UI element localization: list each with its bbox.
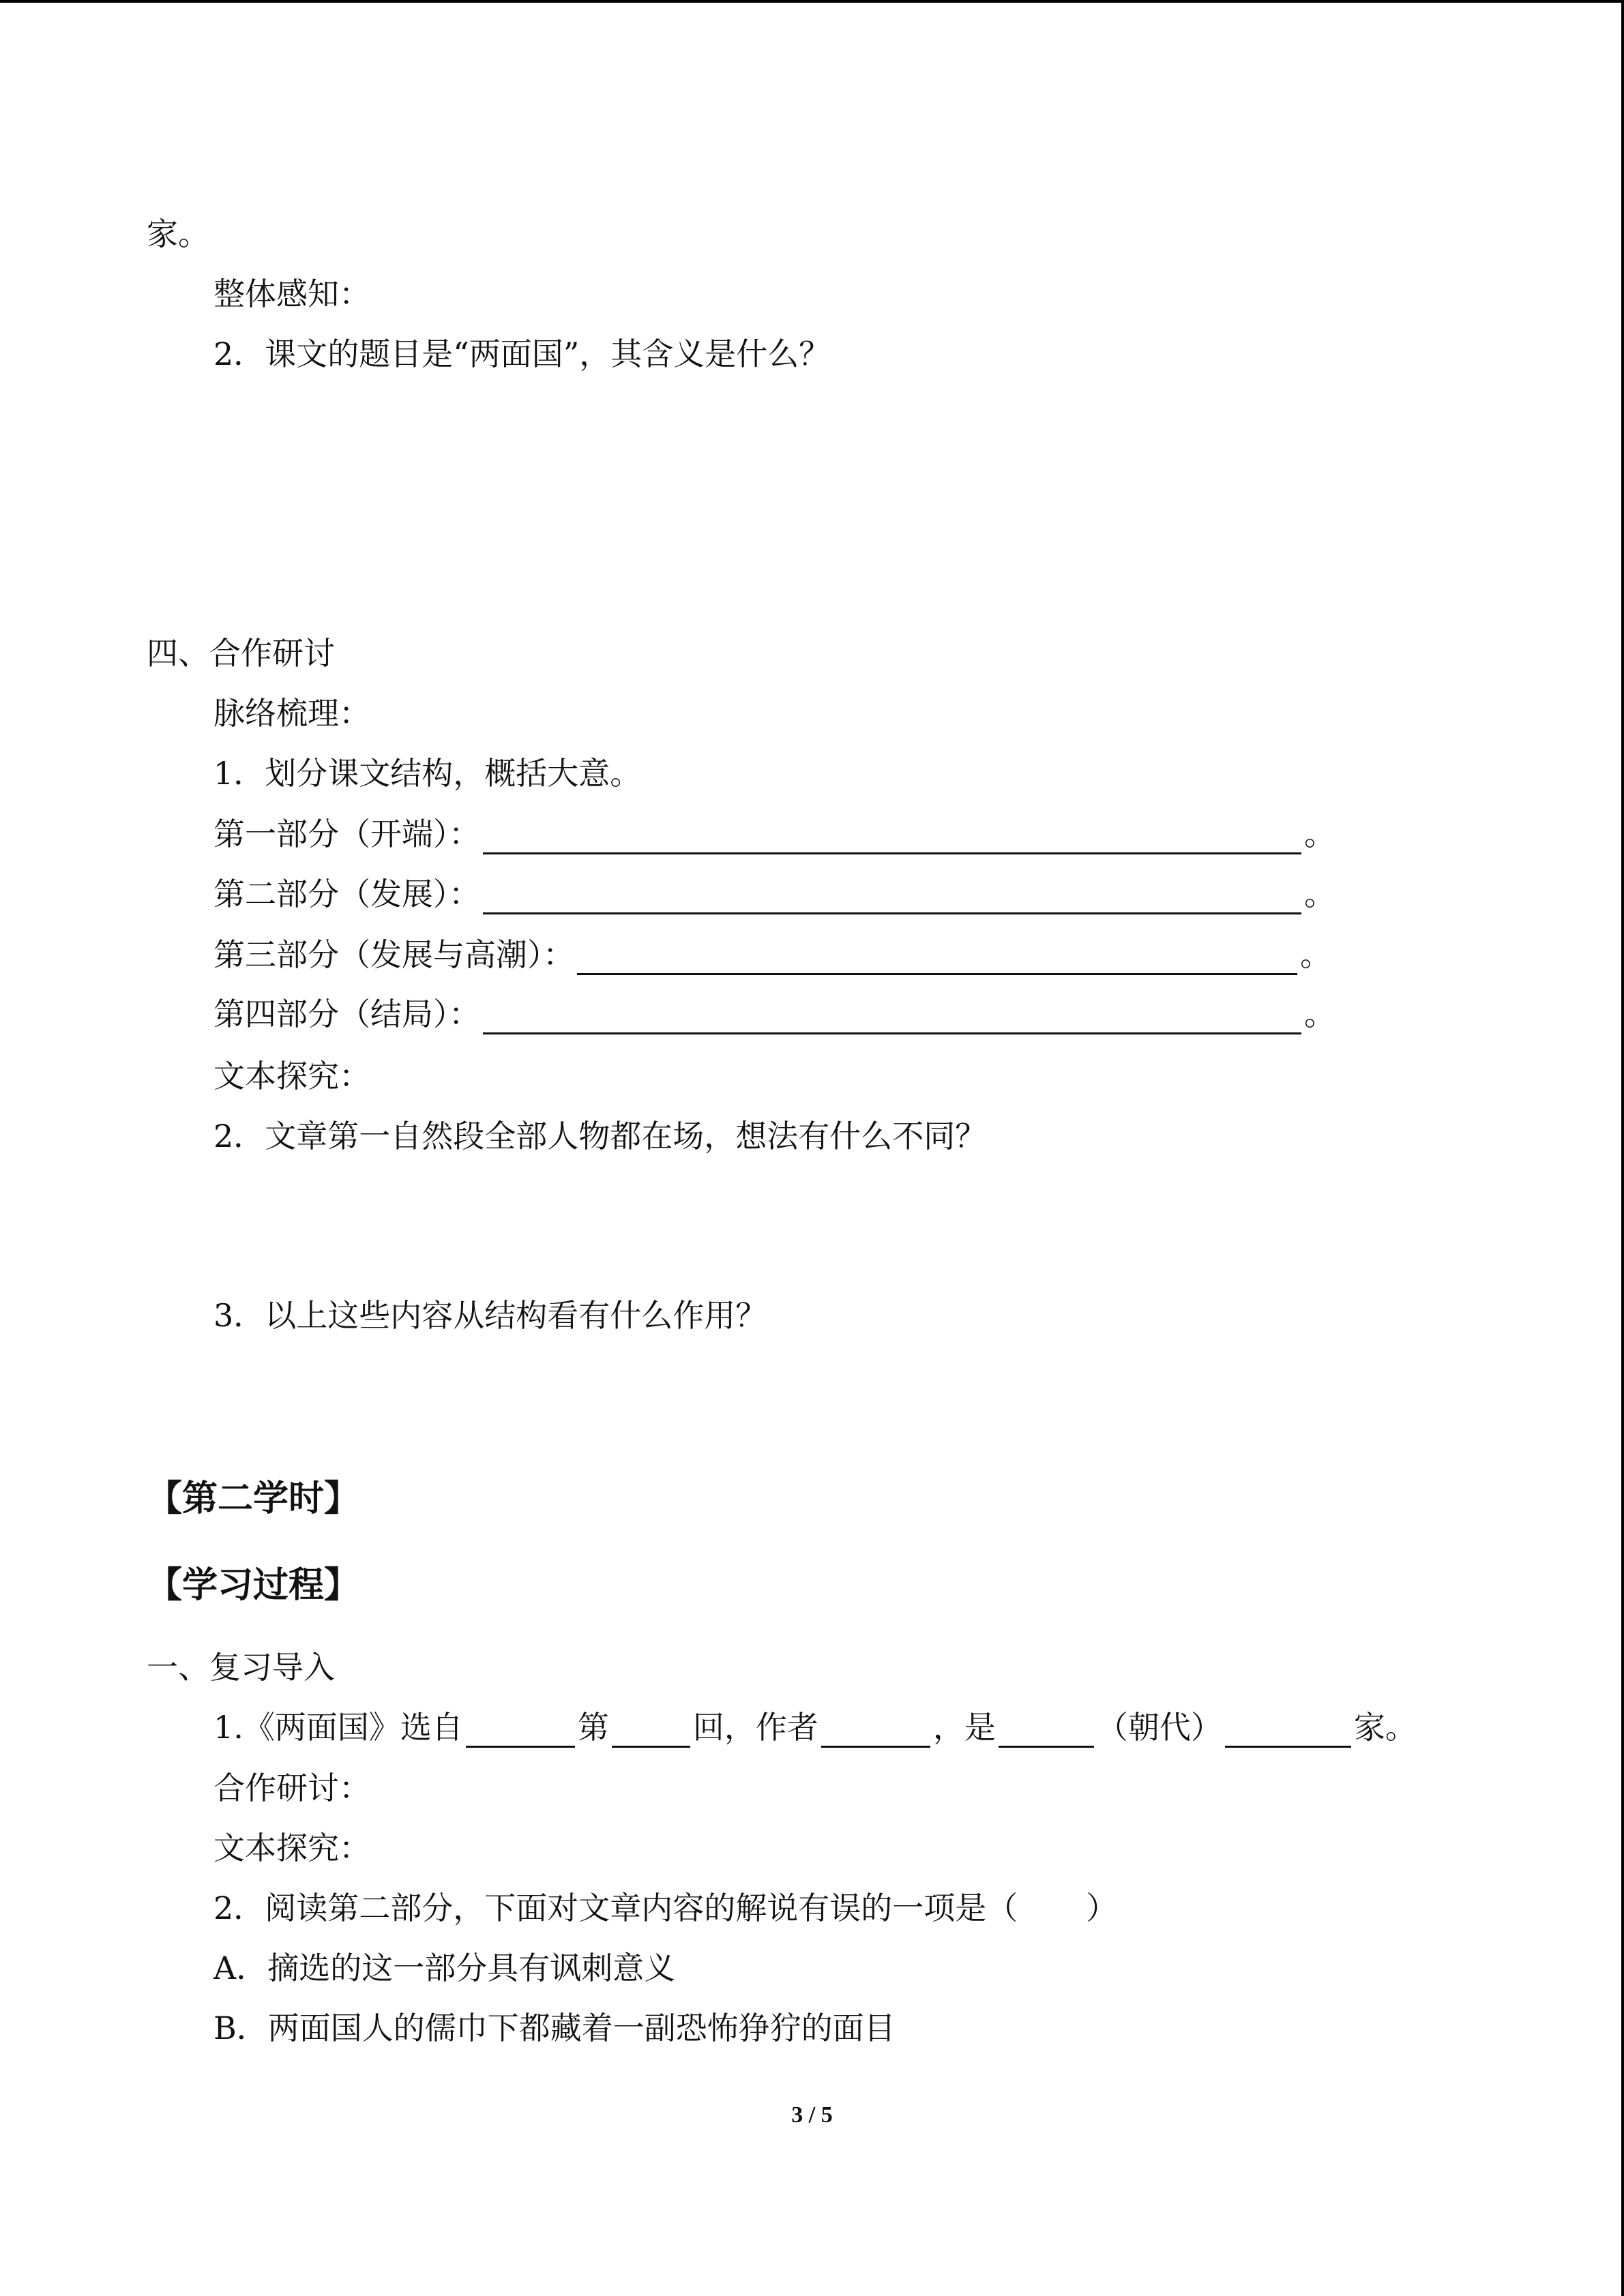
- period: 。: [1304, 996, 1335, 1032]
- fill-in-question-1: [213, 1707, 1417, 1748]
- question-2-first-paragraph: 2．文章第一自然段全部人物都在场，想法有什么不同？: [213, 1118, 987, 1154]
- option-a: A．摘选的这一部分具有讽刺意义: [213, 1950, 676, 1986]
- period: 。: [1304, 876, 1335, 912]
- heading-learning-process: 【学习过程】: [147, 1565, 360, 1606]
- answer-row-part-4: [213, 994, 1335, 1034]
- blank-chapter-number[interactable]: [612, 1714, 690, 1748]
- blank-author[interactable]: [821, 1714, 930, 1748]
- page-number: 3 / 5: [791, 2102, 833, 2128]
- q1-text-e: （朝代）: [1096, 1709, 1222, 1746]
- part-3-label: 第三部分（发展与高潮）：: [213, 936, 574, 973]
- answer-row-part-1: [213, 814, 1335, 854]
- option-b: B．两面国人的儒巾下都藏着一副恐怖狰狞的面目: [213, 2010, 896, 2046]
- answer-blank-part-1[interactable]: [483, 821, 1301, 854]
- section-heading-review: 一、复习导入: [147, 1649, 335, 1686]
- question-1-divide-structure: 1．划分课文结构，概括大意。: [213, 755, 642, 792]
- blank-source-book[interactable]: [466, 1714, 575, 1748]
- part-4-label: 第四部分（结局）：: [213, 996, 480, 1032]
- answer-blank-part-3[interactable]: [577, 942, 1297, 975]
- q1-text-f: 家。: [1353, 1709, 1417, 1746]
- q1-text-c: 回，作者: [692, 1709, 818, 1746]
- blank-dynasty[interactable]: [999, 1714, 1094, 1748]
- answer-row-part-3: [213, 934, 1331, 975]
- section-label-text-exploration-2: 文本探究：: [213, 1830, 370, 1866]
- page-border-top: [0, 0, 1624, 3]
- mc-close-paren: ）: [1086, 1890, 1118, 1926]
- q1-text-d: ，是: [932, 1709, 996, 1746]
- part-1-label: 第一部分（开端）：: [213, 816, 480, 852]
- section-label-structure-outline: 脉络梳理：: [213, 695, 370, 732]
- period: 。: [1304, 816, 1335, 852]
- question-2-multiple-choice: [213, 1888, 1117, 1928]
- section-label-text-exploration: 文本探究：: [213, 1058, 370, 1094]
- mc-question-text: 2．阅读第二部分，下面对文章内容的解说有误的一项是（: [213, 1890, 1018, 1926]
- section-label-overall-perception: 整体感知：: [213, 275, 370, 312]
- answer-row-part-2: [213, 874, 1335, 914]
- page-border-right: [1621, 0, 1624, 2296]
- question-3-structure-function: 3．以上这些内容从结构看有什么作用？: [213, 1297, 767, 1334]
- heading-second-lesson: 【第二学时】: [147, 1478, 360, 1519]
- section-heading-cooperative-discussion: 四、合作研讨: [147, 635, 335, 672]
- text-line: 家。: [147, 215, 209, 252]
- part-2-label: 第二部分（发展）：: [213, 876, 480, 912]
- q1-text-a: 1.《两面国》选自: [213, 1709, 463, 1746]
- answer-blank-part-4[interactable]: [483, 1001, 1301, 1034]
- section-label-cooperative-discussion: 合作研讨：: [213, 1770, 370, 1806]
- period: 。: [1300, 936, 1331, 973]
- blank-profession[interactable]: [1225, 1714, 1351, 1748]
- q1-text-b: 第: [577, 1709, 609, 1746]
- question-2-title-meaning: 2．课文的题目是“两面国”，其含义是什么？: [213, 336, 831, 372]
- answer-blank-part-2[interactable]: [483, 881, 1301, 914]
